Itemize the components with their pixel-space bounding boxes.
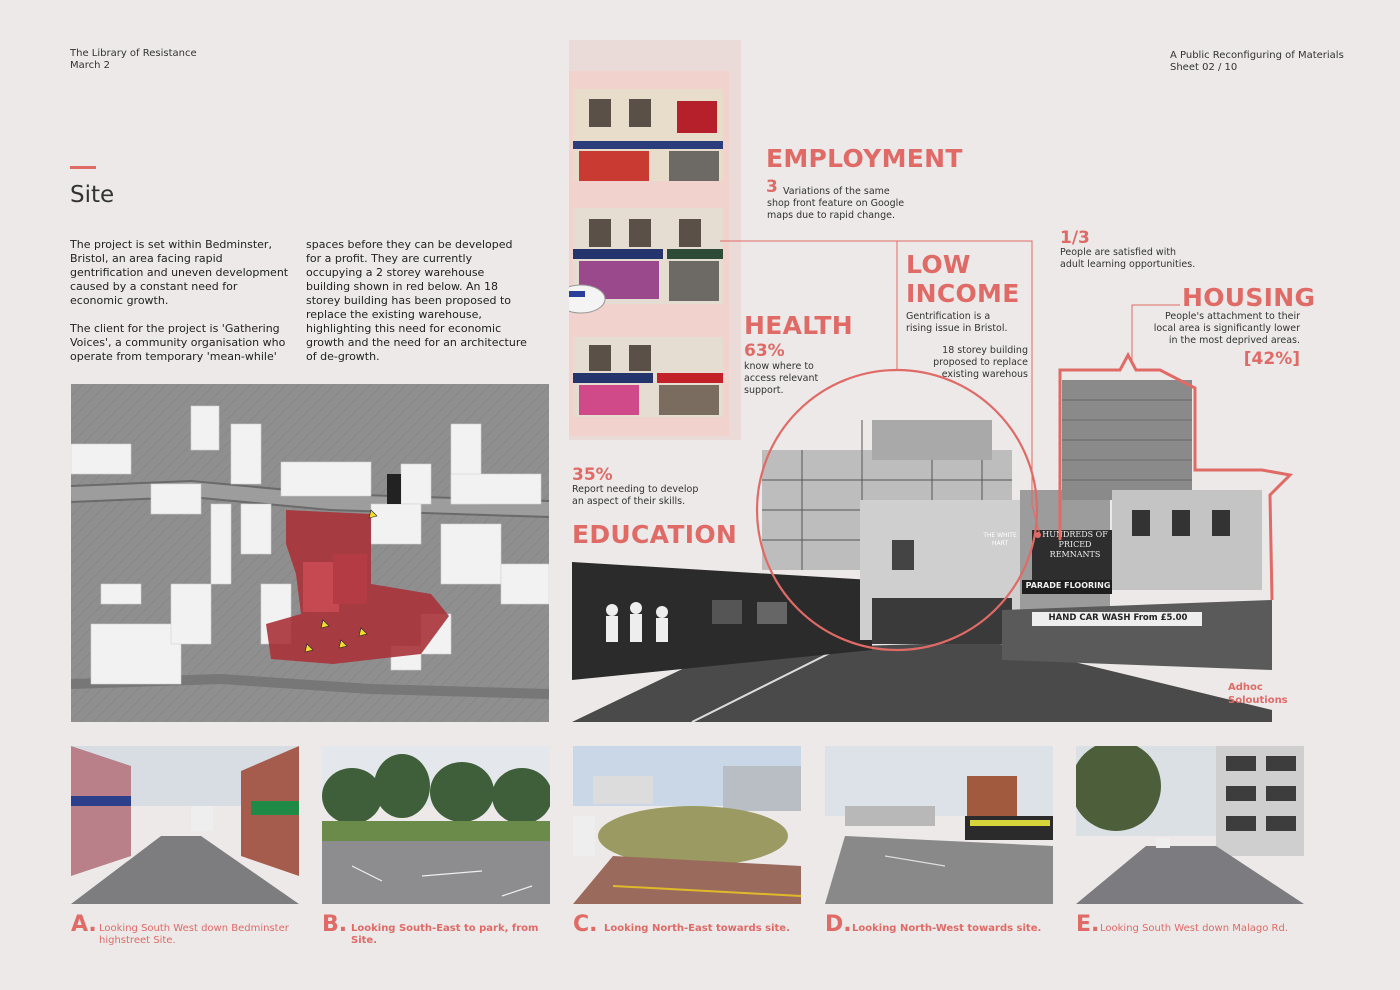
sign-parade-flooring: PARADE FLOORING: [1025, 581, 1111, 590]
employment-note: Variations of the same shop front feature on Google maps due to rapid change.: [767, 186, 905, 221]
employment-title: EMPLOYMENT: [766, 144, 963, 173]
sign-remnants: HUNDREDS OF PRICED REMNANTS: [1042, 530, 1108, 559]
low-income-title: [906, 250, 1020, 308]
caption-letter-e: E.: [1076, 912, 1100, 937]
housing-title: HOUSING: [1182, 283, 1316, 312]
photo-e: [1076, 746, 1304, 904]
education-stat: 35%: [572, 465, 613, 485]
photo-a: [71, 746, 299, 904]
housing-note: People's attachment to their local area is significantly lower in the most deprived areas.: [1153, 311, 1300, 346]
credit-line-1: Adhoc: [1228, 682, 1263, 693]
photo-b: [322, 746, 550, 904]
health-title: HEALTH: [744, 311, 853, 340]
credit: [1228, 681, 1288, 707]
education-note: Report needing to develop an aspect of their skills.: [572, 484, 699, 507]
intro-column-2: spaces before they can be developed for a profit. They are currently occupying a 2 storey warehouse building shown in red below. An 18 storey building has been proposed to replace the existing warehouse, highlighting this need for economic growth and the need for an architecture of de-growth.: [306, 238, 527, 363]
learning-stat: 1/3: [1060, 228, 1090, 248]
caption-c: Looking North-East towards site.: [604, 923, 790, 934]
photo-d: [825, 746, 1053, 904]
intro-paragraph-1: The project is set within Bedminster, Bristol, an area facing rapid gentrification and uneven development caused by a constant need for economic growth.: [70, 238, 289, 307]
sheet-number: Sheet 02 / 10: [1170, 62, 1238, 73]
caption-letter-d: D.: [825, 912, 852, 937]
sign-car-wash: HAND CAR WASH From £5.00: [1048, 613, 1188, 623]
sign-white-hart: THE WHITE HART: [983, 532, 1017, 547]
housing-stat: [42%]: [1243, 349, 1300, 369]
low-income-note-2: 18 storey building proposed to replace existing warehous: [933, 345, 1028, 380]
employment-stat: 3: [766, 177, 778, 197]
caption-d: Looking North-West towards site.: [852, 923, 1042, 934]
series-name: A Public Reconfiguring of Materials: [1170, 50, 1344, 61]
health-note: know where to access relevant support.: [744, 361, 819, 396]
caption-e: Looking South West down Malago Rd.: [1100, 923, 1289, 934]
health-stat: 63%: [744, 341, 785, 361]
credit-line-2: Soloutions: [1228, 695, 1288, 706]
low-income-note-1: Gentrification is a rising issue in Bristol.: [906, 311, 1008, 334]
caption-letter-a: A.: [71, 912, 97, 937]
caption-a: Looking South West down Bedminster highstreet Site.: [99, 923, 289, 946]
photo-c: [573, 746, 801, 904]
caption-b: Looking South-East to park, from Site.: [351, 923, 539, 946]
low-income-title-line2: INCOME: [906, 279, 1020, 308]
learning-note: People are satisfied with adult learning opportunities.: [1060, 247, 1196, 270]
caption-letter-b: B.: [322, 912, 348, 937]
project-name: The Library of Resistance: [70, 48, 197, 59]
page-title: Site: [70, 182, 115, 208]
low-income-title-line1: LOW: [906, 250, 971, 279]
caption-letter-c: C.: [573, 912, 598, 937]
intro-paragraph-2: The client for the project is 'Gathering Voices', a community organisation who operate from temporary 'mean-while': [70, 322, 286, 363]
education-title: EDUCATION: [572, 520, 738, 549]
sheet-date: March 2: [70, 60, 111, 71]
